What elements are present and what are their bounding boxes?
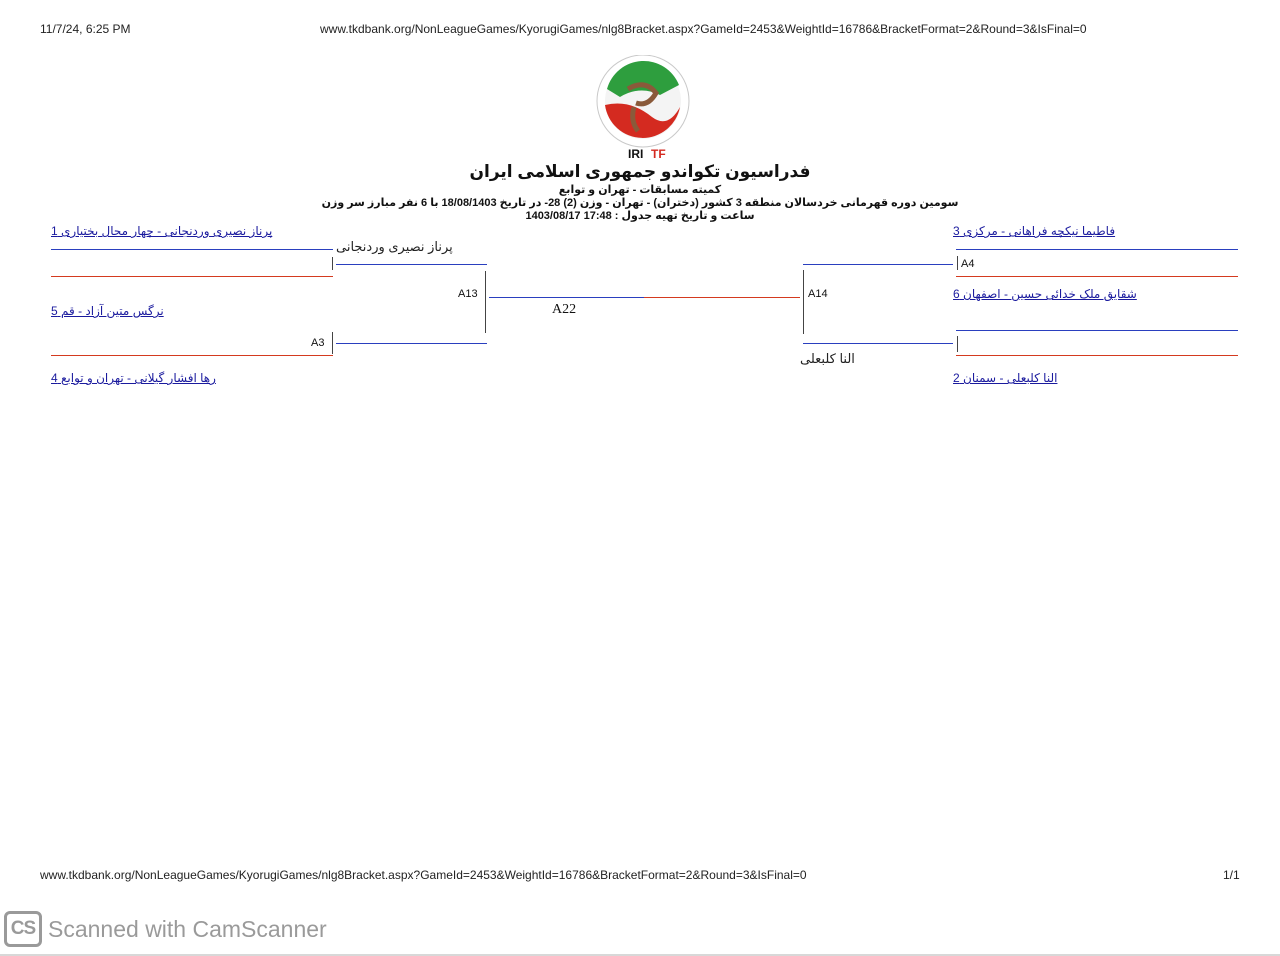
match-code-a3: A3 (311, 337, 325, 349)
committee-subtitle: کمیته مسابقات - تهران و توابع (558, 184, 722, 196)
federation-title: فدراسیون تکواندو جمهوری اسلامی ایران (469, 162, 811, 181)
right-2-blue-line (956, 330, 1238, 331)
a14-bottom-winner: النا کلبعلی (800, 351, 855, 366)
schedule-info: ساعت و تاریخ تهیه جدول : 17:48 1403/08/17 (525, 210, 755, 222)
a13-top-blue-line (336, 264, 487, 265)
left-1-bracket-tick (332, 257, 333, 270)
final-red-line (644, 297, 800, 298)
competitor-right-3[interactable]: النا کلبعلی - سمنان 2 (953, 371, 1058, 385)
final-blue-line (489, 297, 644, 298)
left-3-red-line (51, 355, 333, 356)
match-code-a14: A14 (808, 288, 828, 300)
camscanner-watermark (4, 908, 327, 950)
a3-bracket-tick (332, 332, 333, 354)
right-2-red-line (956, 355, 1238, 356)
print-datetime: 11/7/24, 6:25 PM (40, 22, 131, 36)
a14-top-blue-line (803, 264, 953, 265)
competitor-right-2[interactable]: شقایق ملک خدائی حسین - اصفهان 6 (953, 287, 1137, 301)
right-1-blue-line (956, 249, 1238, 250)
a13-top-winner: پرناز نصیری وردنجانی (336, 239, 453, 254)
print-url: www.tkdbank.org/NonLeagueGames/KyorugiGames/nlg8Bracket.aspx?GameId=2453&WeightId=16786&BracketFormat=2&Round=3&IsFinal=0 (320, 22, 1087, 36)
a14-bottom-blue-line (803, 343, 953, 344)
competitor-left-3[interactable]: رها افشار گیلانی - تهران و توابع 4 (51, 371, 216, 385)
a13-bottom-blue-line (336, 343, 487, 344)
match-code-a4: A4 (961, 258, 975, 270)
left-1-red-line (51, 276, 333, 277)
left-1-blue-line (51, 249, 333, 250)
competitor-left-2[interactable]: نرگس متین آزاد - قم 5 (51, 304, 164, 318)
event-description: سومین دوره قهرمانی خردسالان منطقه 3 کشور (دختران) - تهران - وزن (2) 28- در تاریخ 18/08/1403 با 6 نفر مبارز سر وزن (321, 197, 959, 209)
a14-connector (803, 270, 804, 334)
a13-connector (485, 271, 486, 333)
match-code-a13: A13 (458, 288, 478, 300)
competitor-left-1[interactable]: پرناز نصیری وردنجانی - چهار محال بختیاری 1 (51, 224, 273, 238)
footer-url: www.tkdbank.org/NonLeagueGames/KyorugiGames/nlg8Bracket.aspx?GameId=2453&WeightId=16786&BracketFormat=2&Round=3&IsFinal=0 (40, 868, 807, 882)
camscanner-text: Scanned with CamScanner (48, 915, 327, 942)
svg-text:IRI: IRI (628, 147, 644, 161)
a4-bracket-tick (957, 256, 958, 270)
svg-text:TF: TF (651, 147, 666, 161)
competitor-right-1[interactable]: فاطیما نیکچه فراهانی - مرکزی 3 (953, 224, 1116, 238)
right-1-red-line (956, 276, 1238, 277)
right-2-bracket-tick (957, 336, 958, 352)
match-code-a22: A22 (552, 302, 577, 317)
page-number: 1/1 (1223, 868, 1240, 882)
camscanner-logo-icon: CS (4, 911, 42, 947)
federation-logo (590, 55, 700, 163)
